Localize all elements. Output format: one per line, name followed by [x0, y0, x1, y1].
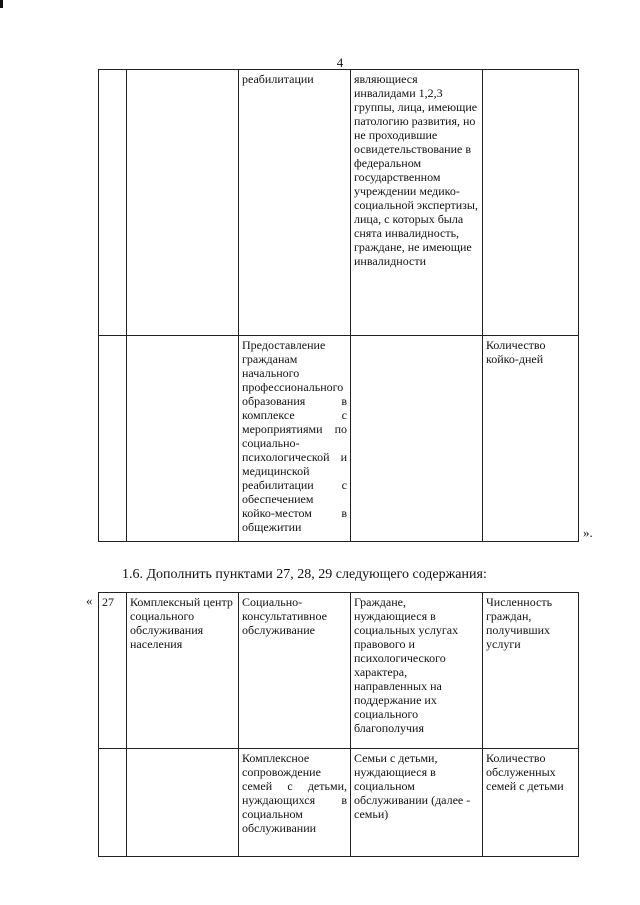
closing-quote: ».	[583, 525, 593, 540]
table-cell-institution	[127, 70, 239, 336]
table-cell-indicator: Численность граждан, получивших услуги	[483, 593, 579, 749]
table-cell-institution	[127, 336, 239, 542]
table-cell-recipients	[351, 336, 483, 542]
section-heading: 1.6. Дополнить пунктами 27, 28, 29 следующего содержания:	[122, 567, 487, 582]
addition-table	[98, 592, 579, 857]
table-row	[99, 593, 579, 749]
table-cell-recipients: являющиеся инвалидами 1,2,3 группы, лица, имеющие патологию развития, но не проходившие освидетельствование в федеральном государственном учреждении медико-социальной экспертизы, лица, с которых была снята инвалидность, граждане, не имеющие инвалидности	[351, 70, 483, 336]
page-number: 4	[336, 55, 344, 70]
table-cell-service: реабилитации	[239, 70, 351, 336]
table-cell-number	[99, 70, 127, 336]
table-cell-recipients: Граждане, нуждающиеся в социальных услугах правового и психологического характера, направленных на поддержание их социального благополучия	[351, 593, 483, 749]
table-cell-service: Предоставление гражданам начального профессионального образования в комплексе с мероприятиями по социально-психологической и медицинской реабилитации с обеспечением койко-местом в общежитии	[239, 336, 351, 542]
table-cell-institution	[127, 749, 239, 857]
table-cell-service: Комплексное сопровождение семей с детьми, нуждающихся в социальном обслуживании	[239, 749, 351, 857]
scan-corner-mark	[0, 0, 3, 8]
table-row	[99, 749, 579, 857]
table-cell-number	[99, 336, 127, 542]
table-row	[99, 336, 579, 542]
table-cell-service: Социально-консультативное обслуживание	[239, 593, 351, 749]
table-cell-indicator: Количество обслуженных семей с детьми	[483, 749, 579, 857]
table-cell-recipients: Семьи с детьми, нуждающиеся в социальном обслуживании (далее - семьи)	[351, 749, 483, 857]
continuation-table	[98, 69, 579, 542]
table-cell-indicator	[483, 70, 579, 336]
table-cell-indicator: Количество койко-дней	[483, 336, 579, 542]
table-cell-institution: Комплексный центр социального обслуживания населения	[127, 593, 239, 749]
table-row	[99, 70, 579, 336]
opening-quote: «	[86, 593, 93, 608]
table-cell-number: 27	[99, 593, 127, 749]
table-cell-number	[99, 749, 127, 857]
